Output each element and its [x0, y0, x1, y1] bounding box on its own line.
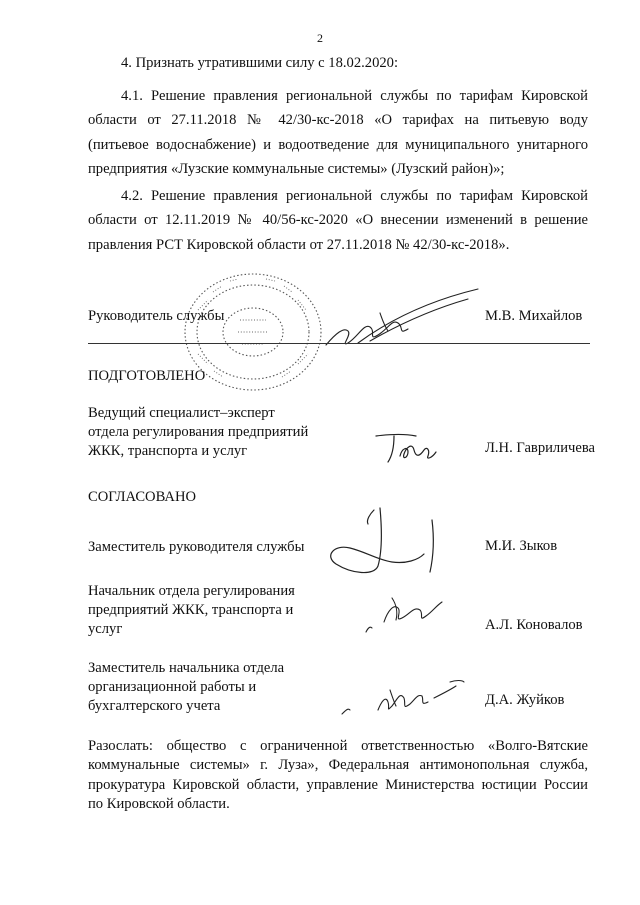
prepared-name: Л.Н. Гавриличева: [485, 440, 596, 456]
agreed-heading: СОГЛАСОВАНО: [88, 489, 197, 505]
position-line: отдела регулирования предприятий: [88, 424, 309, 440]
position-line: бухгалтерского учета: [88, 698, 221, 714]
item-4-1-line: предприятия «Лузские коммунальные системы» (Лузский район)»;: [88, 161, 505, 178]
distribution-paragraph: [88, 737, 588, 814]
position-line: Начальник отдела регулирования: [88, 583, 295, 599]
head-name: М.В. Михайлов: [485, 308, 583, 324]
item-4-2-line: правления РСТ Кировской области от 27.11.2018 № 42/30-кс-2018».: [88, 236, 510, 253]
position-line: Заместитель начальника отдела: [88, 660, 285, 676]
item-4-heading: 4. Признать утратившими силу с 18.02.2020:: [121, 55, 399, 71]
position-line: услуг: [88, 621, 123, 637]
head-title: Руководитель службы: [88, 308, 225, 324]
item-4-1-line: области от 27.11.2018 № 42/30-кс-2018 «О тарифах на питьевую воду: [88, 112, 588, 129]
item-4-2-paragraph: [88, 184, 588, 257]
konovalov-name: А.Л. Коновалов: [485, 617, 583, 633]
item-4-2-line: области от 12.11.2019 № 40/56-кс-2020 «О внесении изменений в решение: [88, 212, 588, 229]
position-line: Ведущий специалист–эксперт: [88, 405, 275, 421]
signature-konovalov: [362, 592, 447, 637]
distribution-line: по Кировской области.: [88, 795, 230, 812]
signature-zhuykov: [338, 676, 468, 721]
item-4-1-line: 4.1. Решение правления региональной службы по тарифам Кировской: [121, 88, 588, 104]
prepared-heading: ПОДГОТОВЛЕНО: [88, 368, 206, 384]
position-line: организационной работы и: [88, 679, 257, 695]
signature-zykov: [322, 500, 447, 580]
position-line: предприятий ЖКК, транспорта и: [88, 602, 294, 618]
signature-mikhailov: [318, 283, 483, 358]
distribution-line: Разослать: общество с ограниченной ответственностью «Волго-Вятские: [88, 738, 588, 754]
distribution-line: прокуратура Кировской области, управление Министерства юстиции России: [88, 776, 588, 793]
signature-gavrilicheva: [372, 428, 442, 468]
zhuykov-name: Д.А. Жуйков: [485, 692, 565, 708]
agreed-position-zykov: [88, 538, 304, 557]
prepared-position: [88, 404, 308, 461]
page-number: 2: [317, 31, 323, 45]
item-4-1-paragraph: [88, 84, 588, 182]
agreed-position-konovalov: [88, 582, 295, 639]
divider-line: [88, 343, 590, 344]
item-4-1-line: (питьевое водоснабжение) и водоотведение для муниципального унитарного: [88, 136, 588, 153]
position-line: ЖКК, транспорта и услуг: [88, 443, 248, 459]
zykov-name: М.И. Зыков: [485, 538, 558, 554]
agreed-position-zhuykov: [88, 659, 284, 716]
item-4-2-line: 4.2. Решение правления региональной службы по тарифам Кировской: [121, 188, 588, 204]
position-line: Заместитель руководителя службы: [88, 539, 305, 555]
distribution-line: коммунальные системы» г. Луза», Федеральная антимонопольная служба,: [88, 757, 588, 774]
